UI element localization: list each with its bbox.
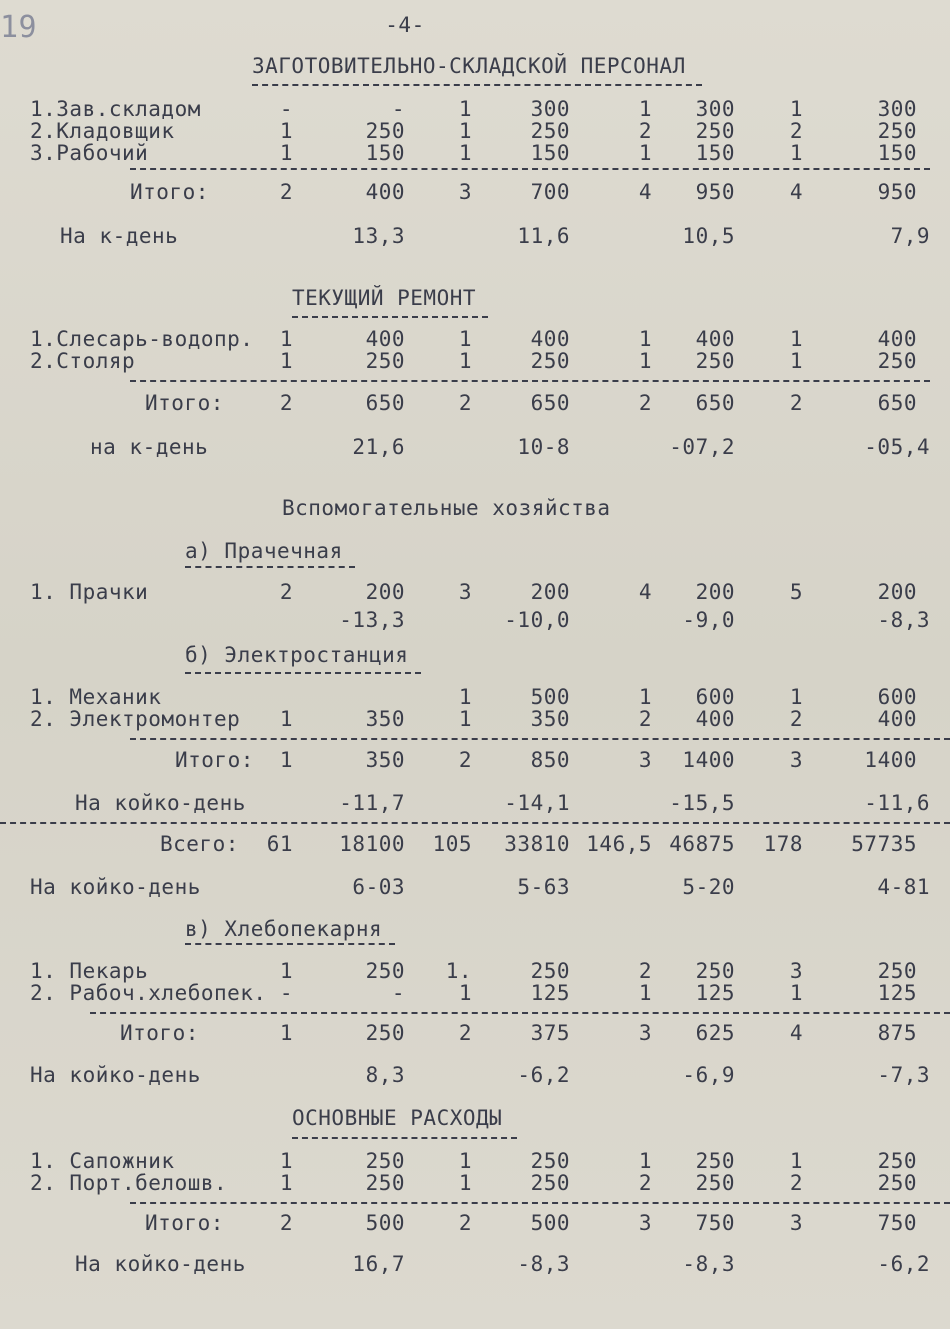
main-row-cell: 1	[458, 1149, 472, 1173]
laundry-row-cell: 200	[695, 580, 735, 604]
bakery-row-label: 2. Рабоч.хлебопек.	[30, 981, 267, 1005]
storage-row-cell: 1	[458, 141, 472, 165]
title-underline	[292, 316, 488, 318]
grand-total-cell: 57735	[851, 832, 917, 856]
bakery-row-cell: 250	[695, 959, 735, 983]
storage-total-cell: 950	[695, 180, 735, 204]
bakery-row-cell: 1	[789, 981, 803, 1005]
title-underline	[185, 566, 355, 568]
storage-row-cell: 2	[789, 119, 803, 143]
power-row-cell: 2	[638, 707, 652, 731]
bakery-row-cell: 125	[877, 981, 917, 1005]
bakery-row-cell: 1.	[445, 959, 472, 983]
repair-row-cell: 1	[458, 349, 472, 373]
storage-total-cell: 700	[530, 180, 570, 204]
power-total-cell: 850	[530, 748, 570, 772]
power-total-cell: 1	[279, 748, 293, 772]
laundry-row-cell: 5	[789, 580, 803, 604]
main-row-cell: 1	[279, 1149, 293, 1173]
power-row-label: 1. Механик	[30, 685, 162, 709]
repair-total-cell: 2	[789, 391, 803, 415]
main-total-cell: 500	[530, 1211, 570, 1235]
power-row-label: 2. Электромонтер	[30, 707, 241, 731]
repair-row-cell: 400	[530, 327, 570, 351]
bakery-per-day-label: На койко-день	[30, 1063, 201, 1087]
power-total-cell: 1400	[864, 748, 917, 772]
bakery-total-cell: 4	[789, 1021, 803, 1045]
main-row-label: 1. Сапожник	[30, 1149, 175, 1173]
main-row-cell: 250	[877, 1149, 917, 1173]
bakery-row-cell: -	[391, 981, 405, 1005]
repair-row-cell: 250	[877, 349, 917, 373]
main-total-label: Итого:	[145, 1211, 224, 1235]
bakery-row-cell: 125	[695, 981, 735, 1005]
total-separator	[130, 1202, 950, 1204]
section-title-auxiliary: Вспомогательные хозяйства	[282, 496, 611, 520]
main-row-cell: 1	[638, 1149, 652, 1173]
storage-row-cell: 1	[638, 97, 652, 121]
laundry-row-label: 1. Прачки	[30, 580, 149, 604]
title-underline	[185, 943, 395, 945]
laundry-row-cell: 200	[530, 580, 570, 604]
storage-per-day-value: 13,3	[352, 224, 405, 248]
main-row-cell: 2	[638, 1171, 652, 1195]
total-separator	[130, 380, 930, 382]
main-per-day-value: -8,3	[682, 1252, 735, 1276]
section-title-main: ОСНОВНЫЕ РАСХОДЫ	[292, 1106, 503, 1130]
main-per-day-value: -6,2	[877, 1252, 930, 1276]
power-row-cell: 500	[530, 685, 570, 709]
repair-per-day-label: на к-день	[90, 435, 209, 459]
bakery-per-day-value: -7,3	[877, 1063, 930, 1087]
power-per-day-value: -15,5	[669, 791, 735, 815]
storage-total-cell: 950	[877, 180, 917, 204]
main-row-cell: 250	[365, 1171, 405, 1195]
storage-per-day-value: 11,6	[517, 224, 570, 248]
power-row-cell: 2	[789, 707, 803, 731]
repair-row-cell: 1	[638, 349, 652, 373]
grand-per-day-value: 5-20	[682, 875, 735, 899]
main-row-cell: 250	[695, 1171, 735, 1195]
power-row-cell: 400	[877, 707, 917, 731]
main-row-cell: 250	[695, 1149, 735, 1173]
storage-per-day-value: 7,9	[890, 224, 930, 248]
repair-row-cell: 400	[877, 327, 917, 351]
storage-total-cell: 4	[638, 180, 652, 204]
power-per-day-label: На койко-день	[75, 791, 246, 815]
storage-row-cell: 2	[638, 119, 652, 143]
bakery-row-cell: 2	[638, 959, 652, 983]
section-title-storage: ЗАГОТОВИТЕЛЬНО-СКЛАДСКОЙ ПЕРСОНАЛ	[252, 54, 686, 78]
power-per-day-value: -14,1	[504, 791, 570, 815]
main-total-cell: 3	[789, 1211, 803, 1235]
storage-per-day-label: На к-день	[60, 224, 179, 248]
grand-per-day-label: На койко-день	[30, 875, 201, 899]
main-row-cell: 2	[789, 1171, 803, 1195]
main-row-cell: 250	[365, 1149, 405, 1173]
bakery-row-cell: 1	[279, 959, 293, 983]
storage-row-cell: 1	[458, 97, 472, 121]
bakery-row-cell: 3	[789, 959, 803, 983]
main-total-cell: 500	[365, 1211, 405, 1235]
power-row-cell: 350	[530, 707, 570, 731]
bakery-row-cell: 1	[458, 981, 472, 1005]
corner-mark: 19	[0, 10, 38, 45]
main-row-cell: 250	[530, 1149, 570, 1173]
power-row-cell: 600	[877, 685, 917, 709]
repair-row-label: 1.Слесарь-водопр.	[30, 327, 254, 351]
repair-total-cell: 2	[279, 391, 293, 415]
bakery-row-cell: 250	[877, 959, 917, 983]
repair-per-day-value: -07,2	[669, 435, 735, 459]
storage-row-cell: 1	[789, 141, 803, 165]
repair-total-cell: 650	[695, 391, 735, 415]
total-separator	[130, 738, 950, 740]
storage-total-cell: 4	[789, 180, 803, 204]
repair-row-cell: 1	[279, 349, 293, 373]
main-total-cell: 750	[695, 1211, 735, 1235]
storage-row-cell: 300	[877, 97, 917, 121]
storage-total-cell: 2	[279, 180, 293, 204]
grand-total-cell: 178	[763, 832, 803, 856]
storage-row-cell: 250	[365, 119, 405, 143]
title-underline	[185, 672, 421, 674]
storage-row-label: 3.Рабочий	[30, 141, 149, 165]
main-row-cell: 1	[789, 1149, 803, 1173]
main-total-cell: 750	[877, 1211, 917, 1235]
repair-row-cell: 1	[789, 327, 803, 351]
repair-row-cell: 1	[279, 327, 293, 351]
power-row-cell: 1	[789, 685, 803, 709]
power-total-cell: 350	[365, 748, 405, 772]
main-row-cell: 1	[279, 1171, 293, 1195]
grand-total-cell: 46875	[669, 832, 735, 856]
power-total-cell: 3	[638, 748, 652, 772]
main-total-cell: 2	[279, 1211, 293, 1235]
laundry-per-day-value: -13,3	[339, 608, 405, 632]
storage-total-cell: 400	[365, 180, 405, 204]
laundry-per-day-value: -8,3	[877, 608, 930, 632]
grand-total-cell: 146,5	[586, 832, 652, 856]
grand-total-label: Всего:	[160, 832, 239, 856]
storage-row-cell: 1	[279, 141, 293, 165]
main-row-label: 2. Порт.белошв.	[30, 1171, 228, 1195]
storage-row-cell: 150	[877, 141, 917, 165]
main-per-day-label: На койко-день	[75, 1252, 246, 1276]
power-row-cell: 600	[695, 685, 735, 709]
storage-per-day-value: 10,5	[682, 224, 735, 248]
power-row-cell: 1	[279, 707, 293, 731]
storage-row-cell: 250	[530, 119, 570, 143]
power-row-cell: 1	[458, 707, 472, 731]
storage-row-cell: -	[391, 97, 405, 121]
main-total-cell: 2	[458, 1211, 472, 1235]
title-underline	[292, 1137, 517, 1139]
power-total-cell: 2	[458, 748, 472, 772]
grand-total-cell: 18100	[339, 832, 405, 856]
laundry-per-day-value: -9,0	[682, 608, 735, 632]
repair-row-label: 2.Столяр	[30, 349, 136, 373]
bakery-per-day-value: -6,2	[517, 1063, 570, 1087]
grand-separator	[0, 822, 950, 824]
bakery-per-day-value: -6,9	[682, 1063, 735, 1087]
subsection-title-power: б) Электростанция	[185, 643, 409, 667]
repair-row-cell: 400	[365, 327, 405, 351]
storage-row-cell: 150	[365, 141, 405, 165]
laundry-row-cell: 200	[365, 580, 405, 604]
bakery-per-day-value: 8,3	[365, 1063, 405, 1087]
bakery-row-cell: 1	[638, 981, 652, 1005]
title-underline	[252, 84, 702, 86]
grand-total-cell: 61	[266, 832, 293, 856]
repair-row-cell: 250	[530, 349, 570, 373]
bakery-row-cell: 250	[365, 959, 405, 983]
power-per-day-value: -11,7	[339, 791, 405, 815]
power-total-label: Итого:	[175, 748, 254, 772]
grand-per-day-value: 5-63	[517, 875, 570, 899]
bakery-row-cell: 250	[530, 959, 570, 983]
laundry-row-cell: 4	[638, 580, 652, 604]
main-per-day-value: -8,3	[517, 1252, 570, 1276]
bakery-row-label: 1. Пекарь	[30, 959, 149, 983]
storage-total-label: Итого:	[130, 180, 209, 204]
laundry-row-cell: 200	[877, 580, 917, 604]
total-separator	[90, 1012, 950, 1014]
subsection-title-bakery: в) Хлебопекарня	[185, 917, 383, 941]
repair-total-cell: 650	[365, 391, 405, 415]
main-total-cell: 3	[638, 1211, 652, 1235]
storage-row-cell: 150	[530, 141, 570, 165]
storage-total-cell: 3	[458, 180, 472, 204]
bakery-total-cell: 375	[530, 1021, 570, 1045]
repair-total-cell: 2	[458, 391, 472, 415]
main-row-cell: 250	[530, 1171, 570, 1195]
storage-row-cell: 1	[458, 119, 472, 143]
storage-row-cell: 250	[695, 119, 735, 143]
bakery-total-cell: 1	[279, 1021, 293, 1045]
repair-total-cell: 2	[638, 391, 652, 415]
laundry-per-day-value: -10,0	[504, 608, 570, 632]
storage-row-cell: 1	[789, 97, 803, 121]
power-row-cell: 400	[695, 707, 735, 731]
grand-per-day-value: 4-81	[877, 875, 930, 899]
main-row-cell: 250	[877, 1171, 917, 1195]
repair-row-cell: 1	[458, 327, 472, 351]
section-title-repair: ТЕКУЩИЙ РЕМОНТ	[292, 286, 477, 310]
power-total-cell: 3	[789, 748, 803, 772]
repair-per-day-value: -05,4	[864, 435, 930, 459]
grand-per-day-value: 6-03	[352, 875, 405, 899]
bakery-total-cell: 3	[638, 1021, 652, 1045]
storage-row-cell: 300	[530, 97, 570, 121]
laundry-row-cell: 3	[458, 580, 472, 604]
power-per-day-value: -11,6	[864, 791, 930, 815]
main-row-cell: 1	[458, 1171, 472, 1195]
total-separator	[130, 168, 930, 170]
storage-row-cell: 250	[877, 119, 917, 143]
main-per-day-value: 16,7	[352, 1252, 405, 1276]
repair-per-day-value: 21,6	[352, 435, 405, 459]
storage-row-label: 2.Кладовщик	[30, 119, 175, 143]
bakery-total-cell: 875	[877, 1021, 917, 1045]
bakery-total-cell: 625	[695, 1021, 735, 1045]
power-row-cell: 1	[638, 685, 652, 709]
storage-row-cell: 1	[279, 119, 293, 143]
repair-total-cell: 650	[530, 391, 570, 415]
laundry-row-cell: 2	[279, 580, 293, 604]
power-row-cell: 350	[365, 707, 405, 731]
repair-row-cell: 400	[695, 327, 735, 351]
storage-row-cell: 300	[695, 97, 735, 121]
grand-total-cell: 33810	[504, 832, 570, 856]
subsection-title-laundry: а) Прачечная	[185, 539, 343, 563]
power-total-cell: 1400	[682, 748, 735, 772]
storage-row-label: 1.Зав.складом	[30, 97, 201, 121]
repair-row-cell: 1	[638, 327, 652, 351]
bakery-row-cell: 125	[530, 981, 570, 1005]
storage-row-cell: 150	[695, 141, 735, 165]
bakery-total-cell: 250	[365, 1021, 405, 1045]
repair-total-cell: 650	[877, 391, 917, 415]
repair-total-label: Итого:	[145, 391, 224, 415]
bakery-total-cell: 2	[458, 1021, 472, 1045]
repair-row-cell: 250	[365, 349, 405, 373]
page-number: -4-	[385, 13, 425, 37]
repair-row-cell: 1	[789, 349, 803, 373]
repair-row-cell: 250	[695, 349, 735, 373]
storage-row-cell: 1	[638, 141, 652, 165]
power-row-cell: 1	[458, 685, 472, 709]
repair-per-day-value: 10-8	[517, 435, 570, 459]
storage-row-cell: -	[279, 97, 293, 121]
bakery-row-cell: -	[279, 981, 293, 1005]
grand-total-cell: 105	[432, 832, 472, 856]
bakery-total-label: Итого:	[120, 1021, 199, 1045]
